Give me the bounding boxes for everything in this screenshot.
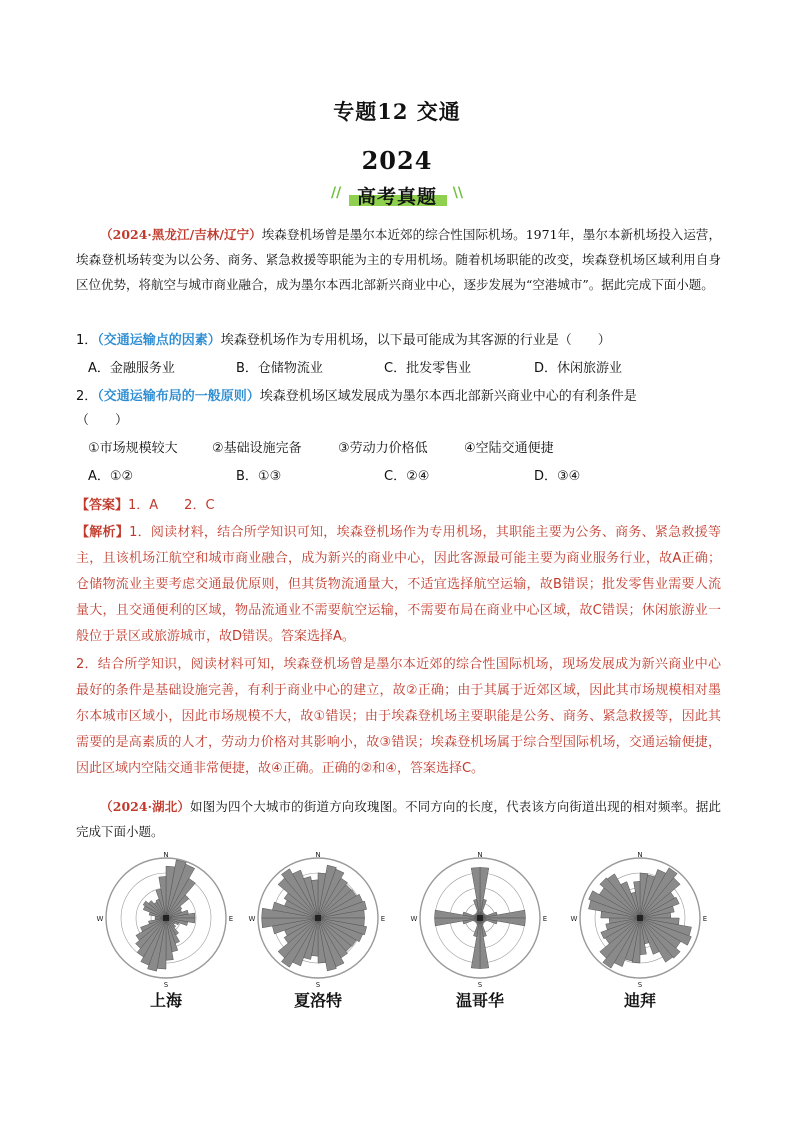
question-1 xyxy=(76,328,721,353)
analysis-2 xyxy=(76,652,721,782)
q2-stem: 埃森登机场区域发展成为墨尔本西北部新兴商业中心的有利条件是 xyxy=(259,389,637,404)
passage-1 xyxy=(76,222,721,297)
q2-item-3: ③劳动力价格低 xyxy=(338,441,428,456)
rose-center xyxy=(637,915,643,921)
compass-w-label: W xyxy=(570,915,578,923)
q2-item-1: ①市场规模较大 xyxy=(88,441,178,456)
banner-slash-right: \\ xyxy=(452,185,463,201)
q2-item-4: ④空陆交通便捷 xyxy=(464,441,554,456)
analysis-2-text: 2．结合所学知识，阅读材料可知，埃森登机场曾是墨尔本近郊的综合性国际机场，现场发展成为新兴商业中心最好的条件是基础设施完善，有利于商业中心的建立，故②正确；由于其属于近郊区域，因此其市场规模相对墨尔本城市区域小，因此市场规模不大，故①错误；由于埃森登机场主要职能是公务、商务、紧急救援等，因此其需要的是高素质的人才，劳动力价格对其影响小，故③错误；埃森登机场属于综合型国际机场，交通运输便捷，因此区域内空陆交通非常便捷，故④正确。正确的②和④，答案选择C。 xyxy=(76,657,721,776)
answer-line xyxy=(76,493,215,518)
q1-option-b: B．仓储物流业 xyxy=(236,361,323,376)
answer-label: 【答案】 xyxy=(76,498,129,513)
compass-s-label: S xyxy=(477,981,483,989)
compass-e-label: E xyxy=(380,915,386,923)
q2-answer-paren: （ ） xyxy=(76,413,129,428)
rose-dubai-chart xyxy=(570,850,710,990)
compass-s-label: S xyxy=(315,981,321,989)
q1-option-c: C．批发零售业 xyxy=(384,361,472,376)
q2-item-2: ②基础设施完备 xyxy=(212,441,302,456)
rose-center xyxy=(477,915,483,921)
q2-option-d: D．③④ xyxy=(534,469,581,484)
passage-2-text: 如图为四个大城市的街道方向玫瑰图。不同方向的长度，代表该方向街道出现的相对频率。据此完成下面小题。 xyxy=(76,799,721,839)
passage-1-source: （2024·黑龙江/吉林/辽宁） xyxy=(100,227,262,242)
rose-vancouver-caption: 温哥华 xyxy=(455,991,504,1010)
answer-text: 1．A 2．C xyxy=(128,498,215,513)
q2-option-a: A．①② xyxy=(88,469,134,484)
rose-vancouver xyxy=(410,850,550,1020)
rose-petal xyxy=(480,910,526,918)
compass-w-label: W xyxy=(410,915,418,923)
rose-charlotte xyxy=(248,850,388,1020)
rose-petal xyxy=(471,867,480,918)
rose-charlotte-chart xyxy=(248,850,388,990)
compass-s-label: S xyxy=(163,981,169,989)
q1-topic: （交通运输点的因素） xyxy=(97,333,221,348)
analysis-label: 【解析】 xyxy=(76,525,130,540)
passage-2-source: （2024·湖北） xyxy=(100,799,191,814)
rose-center xyxy=(163,915,169,921)
analysis-1-text: 1．阅读材料，结合所学知识可知，埃森登机场作为专用机场，其职能主要为公务、商务、紧急救援等主，且该机场江航空和城市商业融合，成为新兴的商业中心，因此客源最可能主要为商业服务行业，故A正确；仓储物流业主要考虑交通最优原则，但其货物流通量大，不适宜选择航空运输，故B错误；批发零售业需要人流量大，且交通便利的区域，物品流通业不需要航空运输，不需要布局在商业中心区域，故C错误；休闲旅游业一般位于景区或旅游城市，故D错误。答案选择A。 xyxy=(76,525,721,644)
compass-w-label: W xyxy=(248,915,256,923)
q1-number: 1． xyxy=(76,333,98,348)
year-heading: 2024 xyxy=(361,146,433,175)
q2-option-c: C．②④ xyxy=(384,469,430,484)
rose-center xyxy=(315,915,321,921)
q1-stem: 埃森登机场作为专用机场，以下最可能成为其客源的行业是（ ） xyxy=(220,333,611,348)
passage-1-text: 埃森登机场曾是墨尔本近郊的综合性国际机场。1971年，墨尔本新机场投入运营，埃森登机场转变为以公务、商务、紧急救援等职能为主的专用机场。随着机场职能的改变，埃森登机场区域利用自身区位优势，将航空与城市商业融合，成为墨尔本西北部新兴商业中心，逐步发展为“空港城市”。据此完成下面小题。 xyxy=(76,227,721,292)
compass-n-label: N xyxy=(637,851,643,859)
rose-vancouver-chart xyxy=(410,850,550,990)
page-title: 专题12 交通 xyxy=(333,99,461,124)
compass-e-label: E xyxy=(228,915,234,923)
compass-w-label: W xyxy=(96,915,104,923)
rose-shanghai-chart xyxy=(96,850,236,990)
q1-option-a: A．金融服务业 xyxy=(88,361,175,376)
rose-charlotte-caption: 夏洛特 xyxy=(293,991,342,1010)
street-orientation-figure xyxy=(96,850,708,1020)
compass-e-label: E xyxy=(542,915,548,923)
q2-number: 2． xyxy=(76,389,98,404)
compass-e-label: E xyxy=(702,915,708,923)
q2-option-b: B．①③ xyxy=(236,469,282,484)
rose-dubai xyxy=(570,850,710,1020)
analysis-1 xyxy=(76,520,721,650)
question-2 xyxy=(76,384,721,409)
q1-option-d: D．休闲旅游业 xyxy=(534,361,623,376)
section-banner xyxy=(331,181,463,207)
compass-n-label: N xyxy=(477,851,483,859)
banner-slash-left: // xyxy=(331,185,342,201)
rose-dubai-caption: 迪拜 xyxy=(623,991,656,1010)
compass-n-label: N xyxy=(315,851,321,859)
rose-shanghai-caption: 上海 xyxy=(149,991,182,1010)
rose-petal xyxy=(435,918,481,926)
compass-n-label: N xyxy=(163,851,169,859)
section-heading: 高考真题 xyxy=(356,186,437,208)
q2-topic: （交通运输布局的一般原则） xyxy=(97,389,260,404)
compass-s-label: S xyxy=(637,981,643,989)
rose-petal xyxy=(480,918,489,969)
rose-shanghai xyxy=(96,850,236,1020)
passage-2 xyxy=(76,794,721,844)
